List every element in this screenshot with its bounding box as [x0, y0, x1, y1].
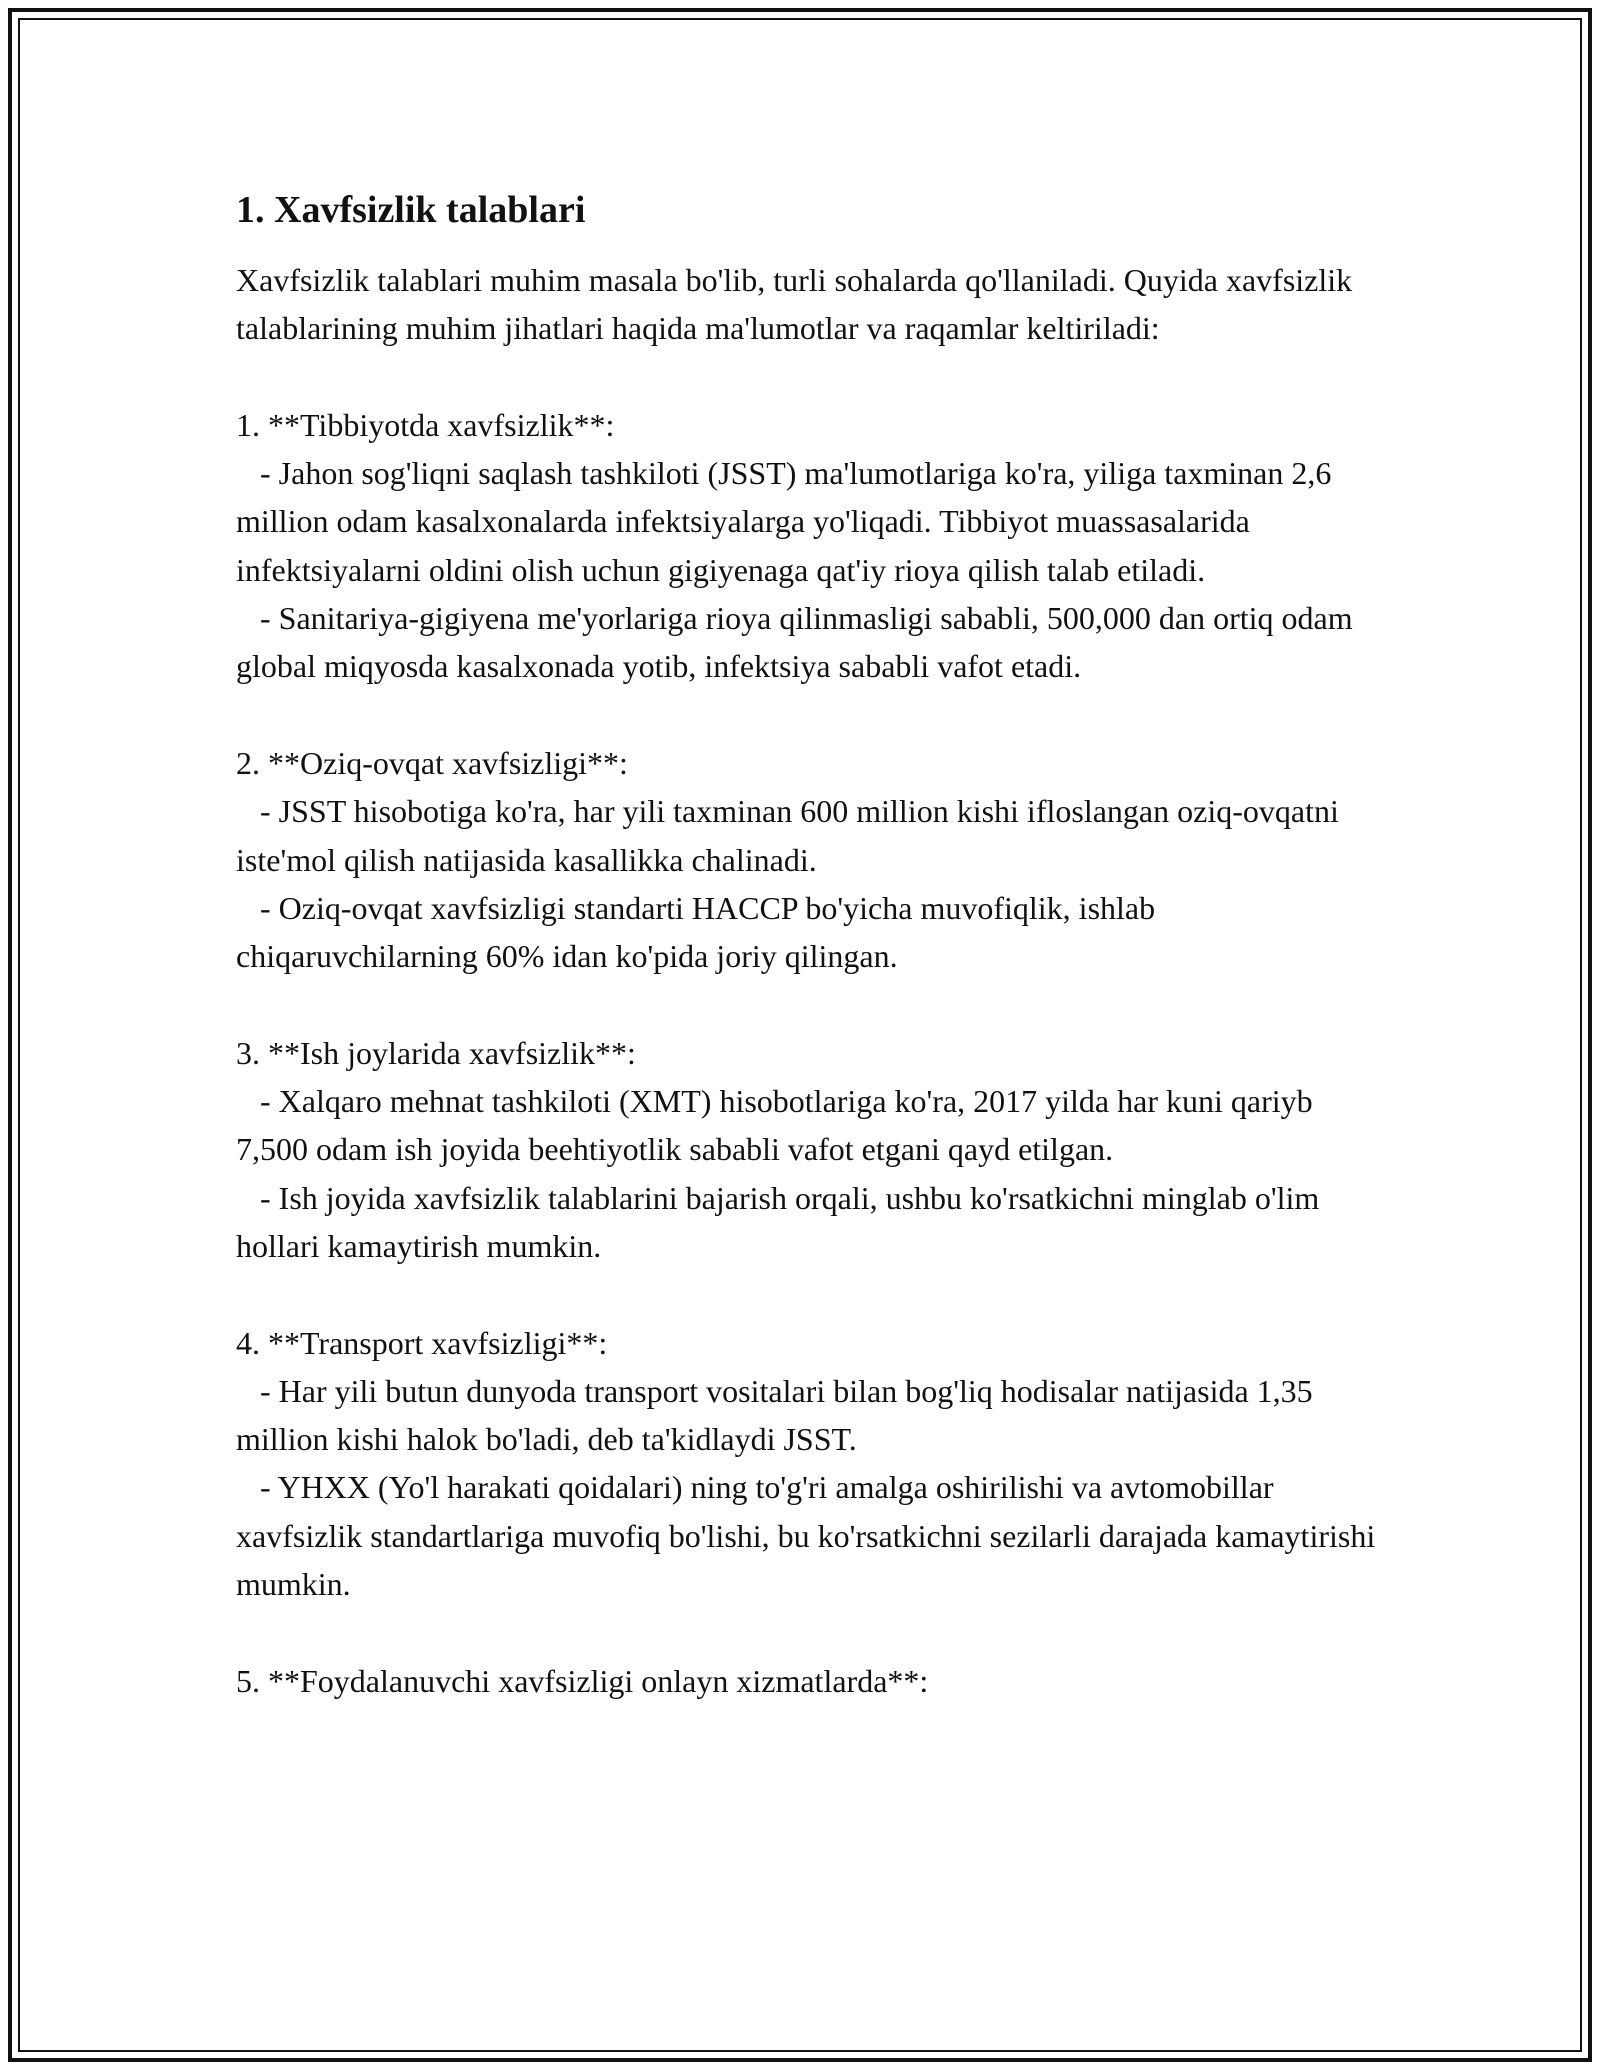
document-body-text: Xavfsizlik talablari muhim masala bo'lib, turli sohalarda qo'llaniladi. Quyida xavfsizlik talablarining muhim jihatlari haqida ma'lumotlar va raqamlar keltiriladi: 1. **Tibbiyotda xavfsizlik**: - Jahon sog'liqni saqlash tashkiloti (JSST) ma'lumotlariga ko'ra, yiliga taxminan 2,6 million odam kasalxonalarda infektsiyalarga yo'liqadi. Tibbiyot muassasalarida infektsiyalarni oldini olish uchun gigiyenaga qat'iy rioya qilish talab etiladi. - Sanitariya-gigiyena me'yorlariga rioya qilinmasligi sababli, 500,000 dan ortiq odam global miqyosda kasalxonada yotib, infektsiya sababli vafot etadi. 2. **Oziq-ovqat xavfsizligi**: - JSST hisobotiga ko'ra, har yili taxminan 600 million kishi ifloslangan oziq-ovqatni iste'mol qilish natijasida kasallikka chalinadi. - Oziq-ovqat xavfsizligi standarti HACCP bo'yicha muvofiqlik, ishlab chiqaruvchilarning 60% idan ko'pida joriy qilingan. 3. **Ish joylarida xavfsizlik**: - Xalqaro mehnat tashkiloti (XMT) hisobotlariga ko'ra, 2017 yilda har kuni qariyb 7,500 odam ish joyida beehtiyotlik sababli vafot etgani qayd etilgan. - Ish joyida xavfsizlik talablarini bajarish orqali, ushbu ko'rsatkichni minglab o'lim hollari kamaytirish mumkin. 4. **Transport xavfsizligi**: - Har yili butun dunyoda transport vositalari bilan bog'liq hodisalar natijasida 1,35 million kishi halok bo'ladi, deb ta'kidlaydi JSST. - YHXX (Yo'l harakati qoidalari) ning to'g'ri amalga oshirilishi va avtomobillar xavfsizlik standartlariga muvofiq bo'lishi, bu ko'rsatkichni sezilarli darajada kamaytirishi mumkin. 5. **Foydalanuvchi xavfsizligi onlayn xizmatlarda**: — [236, 262, 1376, 1699]
document-content — [236, 186, 1386, 1705]
section-heading: 1. Xavfsizlik talablari — [236, 189, 586, 231]
